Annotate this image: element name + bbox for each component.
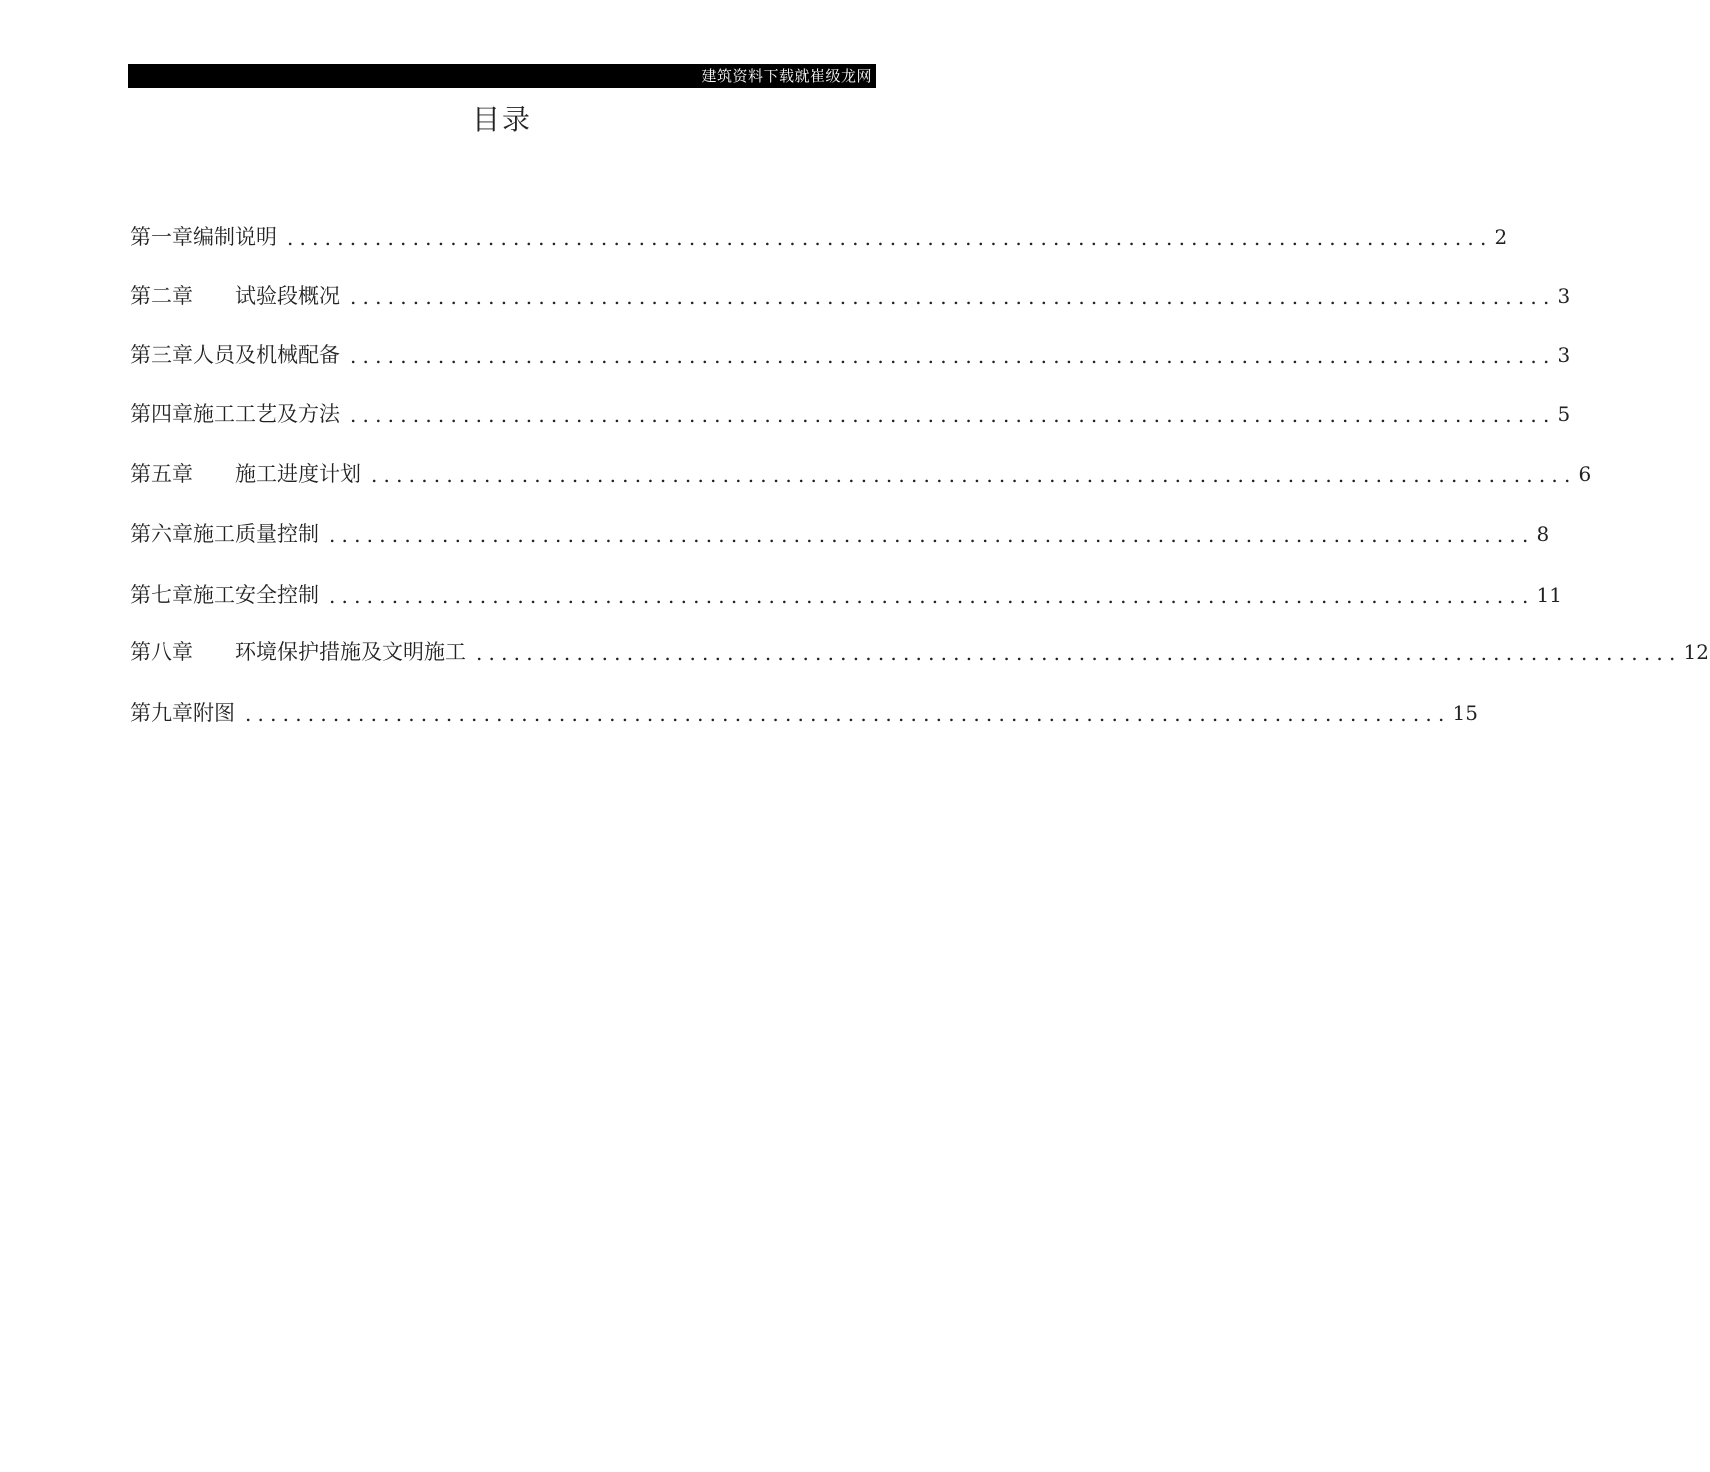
toc-page-number: 3 (1557, 284, 1571, 308)
table-of-contents (130, 0, 1709, 800)
toc-dot-leader: ................................................................................................ (329, 584, 1535, 608)
toc-page-number: 12 (1683, 640, 1709, 664)
toc-entry-chapter-4[interactable] (130, 395, 1571, 429)
toc-page-number: 6 (1578, 462, 1592, 486)
toc-dot-leader: ................................................................................................ (371, 463, 1577, 487)
toc-dot-leader: ................................................................................................ (329, 523, 1535, 547)
toc-page-number: 2 (1494, 225, 1508, 249)
toc-entry-title: 第三章人员及机械配备 (130, 343, 340, 367)
toc-dot-leader: ................................................................................................ (245, 702, 1451, 726)
toc-dot-leader: ................................................................................................ (350, 285, 1556, 309)
toc-entry-title: 第七章施工安全控制 (130, 583, 319, 607)
toc-entry-chapter-1[interactable] (130, 218, 1508, 252)
toc-entry-chapter-6[interactable] (130, 515, 1550, 549)
toc-entry-chapter-7[interactable] (130, 576, 1562, 610)
toc-entry-chapter-9[interactable] (130, 694, 1478, 728)
toc-entry-title: 第五章 施工进度计划 (130, 462, 361, 486)
toc-page-number: 8 (1536, 522, 1550, 546)
toc-dot-leader: ................................................................................................ (476, 641, 1682, 665)
toc-page-number: 3 (1557, 343, 1571, 367)
toc-dot-leader: ................................................................................................ (287, 226, 1493, 250)
toc-page-number: 11 (1536, 583, 1562, 607)
toc-entry-title: 第八章 环境保护措施及文明施工 (130, 640, 466, 664)
toc-entry-title: 第四章施工工艺及方法 (130, 402, 340, 426)
toc-entry-title: 第一章编制说明 (130, 225, 277, 249)
header-banner-text: 建筑资料下载就崔级龙网 (701, 67, 872, 85)
toc-entry-title: 第二章 试验段概况 (130, 284, 340, 308)
toc-entry-title: 第六章施工质量控制 (130, 522, 319, 546)
toc-entry-chapter-5[interactable] (130, 455, 1592, 489)
toc-dot-leader: ................................................................................................ (350, 403, 1556, 427)
toc-page-number: 15 (1452, 701, 1478, 725)
toc-entry-chapter-2[interactable] (130, 277, 1571, 311)
page-title: 目录 (471, 103, 532, 136)
toc-entry-chapter-8[interactable] (130, 633, 1709, 667)
toc-dot-leader: ................................................................................................ (350, 344, 1556, 368)
toc-entry-chapter-3[interactable] (130, 336, 1571, 370)
toc-entry-title: 第九章附图 (130, 701, 235, 725)
toc-page-number: 5 (1557, 402, 1571, 426)
